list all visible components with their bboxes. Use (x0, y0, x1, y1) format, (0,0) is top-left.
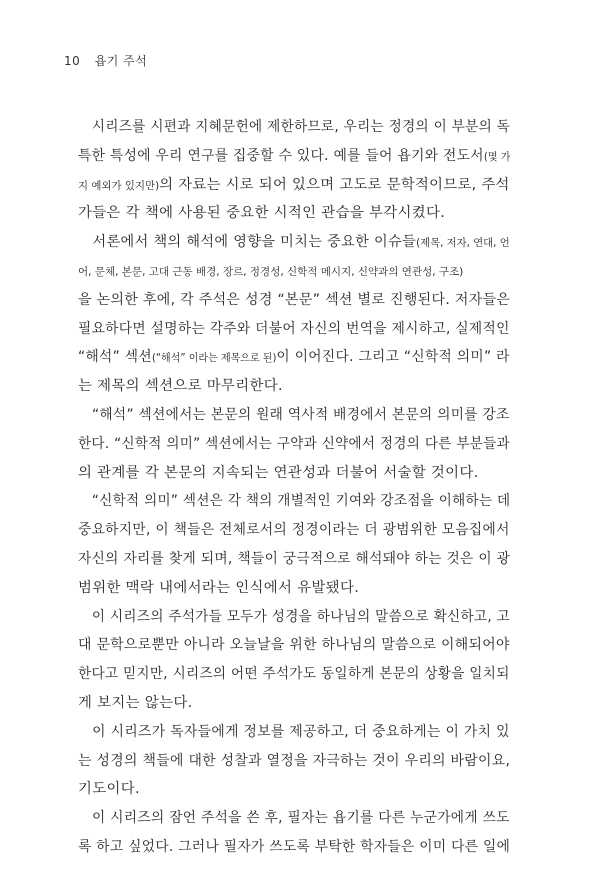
text-run: 이 시리즈의 잠언 주석을 쓴 후, 필자는 욥기를 다른 누군가에게 쓰도 (78, 810, 510, 827)
text-line (78, 747, 511, 776)
text-run: 을 논의한 후에, 각 주석은 성경 “본문” 섹션 별로 진행된다. 저자들은 (78, 291, 511, 308)
text-line (78, 631, 510, 660)
text-line (78, 689, 510, 718)
text-line (78, 343, 510, 372)
text-line (78, 660, 510, 689)
text-run: 이 시리즈가 독자들에게 정보를 제공하고, 더 중요하게는 이 가치 있 (78, 723, 510, 740)
text-run: 게 보지는 않는다. (78, 694, 193, 711)
text-run: 한다고 믿지만, 시리즈의 어떤 주석가도 동일하게 본문의 상황을 일치되 (78, 666, 510, 683)
text-line (78, 401, 510, 430)
text-run: 기도이다. (78, 781, 140, 798)
text-line (78, 833, 511, 862)
text-line (78, 372, 510, 401)
inline-note: (몇 가 (483, 150, 511, 163)
text-run: 의 관계를 각 본문의 지속되는 연관성과 더불어 서술할 것이다. (78, 464, 479, 481)
text-run: 특한 특성에 우리 연구를 집중할 수 있다. 예를 들어 욥기와 전도서 (78, 147, 484, 164)
text-run: 중요하지만, 이 책들은 전체로서의 정경이라는 더 광범위한 모음집에서 (78, 522, 510, 539)
text-run: 시리즈를 시편과 지혜문헌에 제한하므로, 우리는 정경의 이 부분의 독 (78, 119, 511, 135)
text-run: 록 하고 싶었다. 그러나 필자가 쓰도록 부탁한 학자들은 이미 다른 일에 (78, 838, 511, 855)
text-line (78, 315, 510, 344)
inline-note: (“해석” 이라는 제목으로 된) (151, 352, 277, 365)
text-line (78, 171, 510, 200)
text-run: 이 시리즈의 주석가들 모두가 성경을 하나님의 말씀으로 확신하고, 고 (78, 608, 511, 625)
text-run: 는 성경의 책들에 대한 성찰과 열정을 자극하는 것이 우리의 바람이요, (78, 752, 511, 769)
inline-note: 어, 문체, 본문, 고대 근동 배경, 장르, 정경성, 신학적 메시지, 신약과의 연관성, 구조) (78, 265, 464, 278)
text-run: 자신의 자리를 찾게 되며, 책들이 궁극적으로 해석돼야 하는 것은 이 광 (78, 550, 511, 567)
text-line (78, 487, 511, 516)
text-line (78, 718, 510, 747)
text-line (78, 113, 511, 142)
text-line (78, 199, 510, 228)
text-line (78, 574, 510, 603)
inline-note: 지 예외가 있지만) (78, 179, 160, 192)
page-number: 10 (64, 54, 81, 68)
text-run: 는 제목의 섹션으로 마무리한다. (78, 378, 283, 395)
text-line (78, 459, 510, 488)
text-run: 필요하다면 설명하는 각주와 더불어 자신의 번역을 제시하고, 실제적인 (78, 320, 510, 337)
text-line (78, 516, 510, 545)
text-run: 의 자료는 시로 되어 있으며 고도로 문학적이므로, 주석 (159, 176, 510, 193)
text-run: “해석” 섹션 (78, 349, 152, 366)
book-title: 욥기 주석 (94, 54, 148, 68)
inline-note: (제목, 저자, 연대, 언 (416, 237, 510, 250)
text-line (78, 804, 510, 833)
text-run: 범위한 맥락 내에서라는 인식에서 유발됐다. (78, 579, 360, 596)
text-run: “신학적 의미” 섹션은 각 책의 개별적인 기여와 강조점을 이해하는 데 (78, 493, 511, 510)
text-run: 한다. “신학적 의미” 섹션에서는 구약과 신약에서 정경의 다른 부분들과 (78, 435, 510, 452)
text-run: 이 이어진다. 그리고 “신학적 의미” 라 (276, 349, 510, 366)
text-line (78, 257, 510, 286)
text-run: “해석” 섹션에서는 본문의 원래 역사적 배경에서 본문의 의미를 강조 (78, 406, 510, 423)
text-line (78, 603, 511, 632)
text-line (78, 142, 511, 171)
text-line (78, 775, 510, 804)
text-run: 서론에서 책의 해석에 영향을 미치는 중요한 이슈들 (78, 234, 417, 251)
text-line (78, 545, 511, 574)
text-line (78, 228, 510, 257)
text-line (78, 430, 510, 459)
running-head (64, 52, 147, 69)
text-run: 가들은 각 책에 사용된 중요한 시적인 관습을 부각시켰다. (78, 205, 446, 222)
body-text (78, 113, 510, 862)
text-run: 대 문학으로뿐만 아니라 오늘날을 위한 하나님의 말씀으로 이해되어야 (78, 637, 510, 654)
text-line (78, 286, 511, 315)
